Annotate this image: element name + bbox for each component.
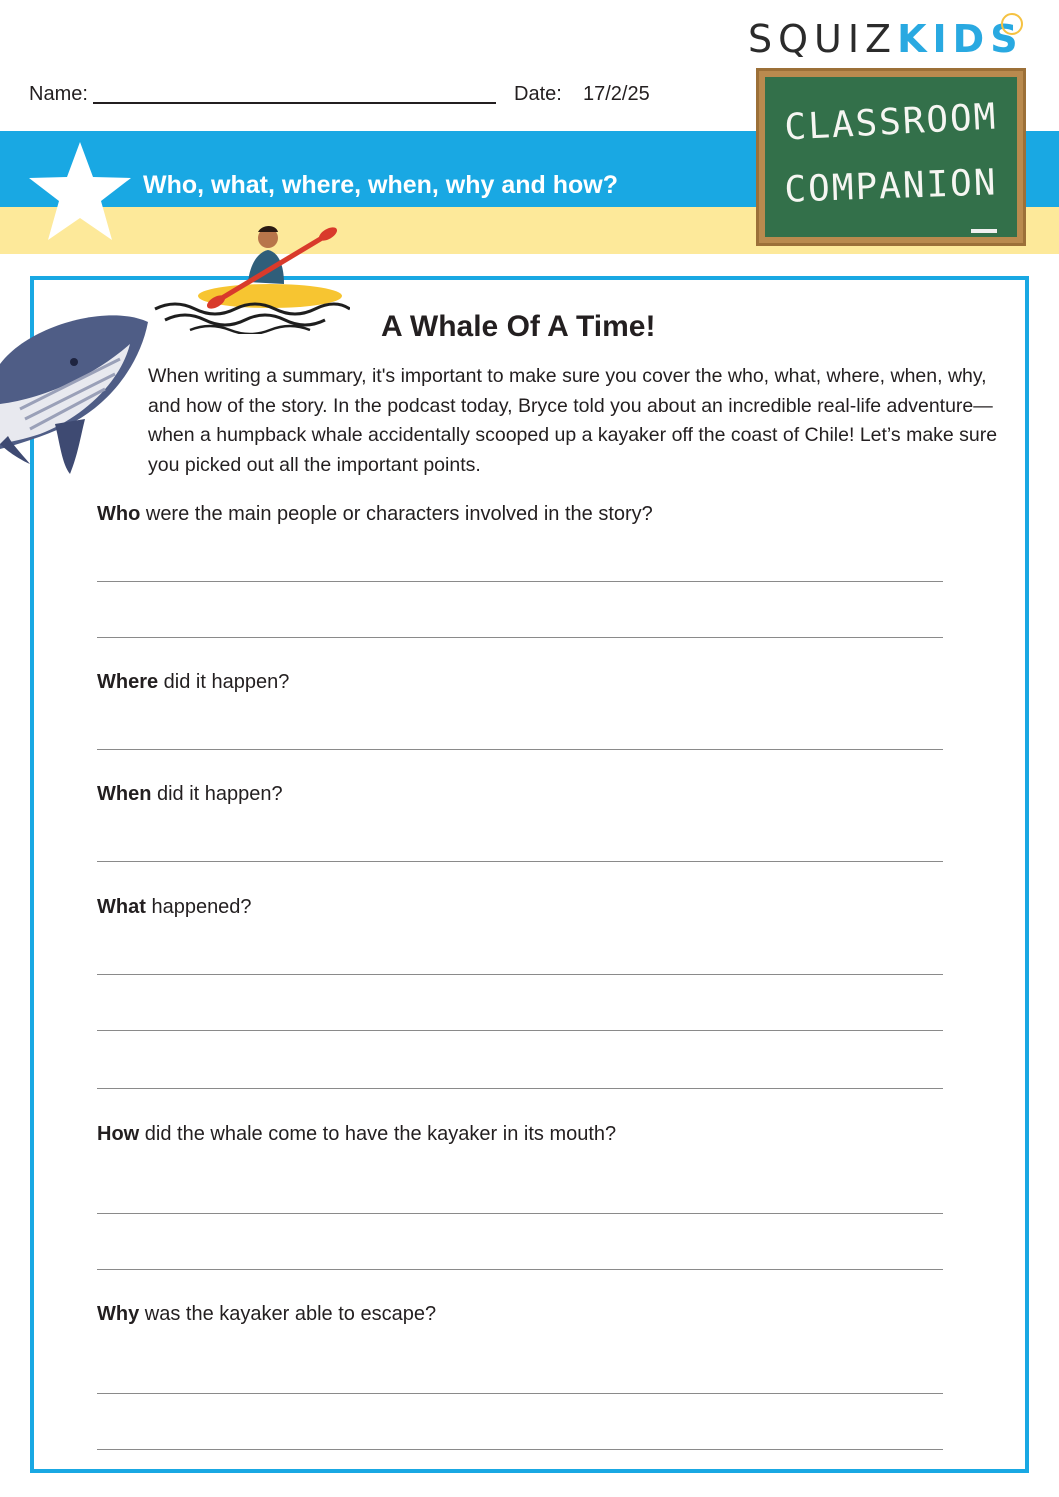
question-where (97, 669, 289, 695)
question-who (97, 501, 653, 527)
answer-line[interactable] (97, 581, 943, 582)
answer-line[interactable] (97, 637, 943, 638)
chalkboard-illustration (756, 68, 1026, 246)
answer-line[interactable] (97, 1393, 943, 1394)
logo-ring-icon (1001, 13, 1023, 35)
answer-line[interactable] (97, 1269, 943, 1270)
question-text: was the kayaker able to escape? (139, 1303, 437, 1325)
answer-line[interactable] (97, 749, 943, 750)
chalkboard-line-1: CLASSROOM (783, 96, 999, 149)
date-value: 17/2/25 (583, 83, 650, 105)
question-keyword: Why (97, 1303, 140, 1325)
squizkids-logo (748, 14, 1024, 64)
question-when (97, 781, 283, 807)
worksheet-title: A Whale Of A Time! (381, 310, 656, 343)
chalkboard-line-2: COMPANION (783, 162, 999, 211)
kayaker-illustration (150, 224, 350, 334)
question-what (97, 894, 252, 920)
banner-title: Who, what, where, when, why and how? (143, 171, 619, 199)
question-keyword: When (97, 783, 152, 805)
question-keyword: Where (97, 671, 159, 693)
date-label: Date: (514, 83, 562, 105)
question-text: did it happen? (158, 671, 290, 693)
whale-illustration (0, 304, 150, 474)
chalkboard-surface (765, 77, 1017, 237)
question-text: were the main people or characters involved in the story? (140, 503, 653, 525)
answer-line[interactable] (97, 1088, 943, 1089)
question-keyword: What (97, 896, 146, 918)
star-icon (27, 140, 133, 242)
question-text: did the whale come to have the kayaker in its mouth? (139, 1123, 617, 1145)
question-keyword: How (97, 1123, 140, 1145)
answer-line[interactable] (97, 1030, 943, 1031)
answer-line[interactable] (97, 1449, 943, 1450)
logo-part-kids: KIDS (897, 17, 1024, 61)
intro-paragraph: When writing a summary, it's important to make sure you cover the who, what, where, when, why, and how of the story. In the podcast today, Bryce told you about an incredible real-life adventure—when a humpback whale accidentally scooped up a kayaker off the coast of Chile! Let’s make sure you picked out all the important points. (148, 365, 998, 476)
answer-line[interactable] (97, 1213, 943, 1214)
question-keyword: Who (97, 503, 141, 525)
logo-part-squiz: SQUIZ (748, 17, 898, 61)
question-why (97, 1301, 436, 1327)
chalk-icon (971, 229, 997, 233)
question-text: happened? (145, 896, 252, 918)
answer-line[interactable] (97, 861, 943, 862)
answer-line[interactable] (97, 974, 943, 975)
question-how (97, 1121, 616, 1147)
question-text: did it happen? (151, 783, 283, 805)
name-label: Name: (29, 83, 88, 105)
name-field-line[interactable] (93, 102, 496, 104)
